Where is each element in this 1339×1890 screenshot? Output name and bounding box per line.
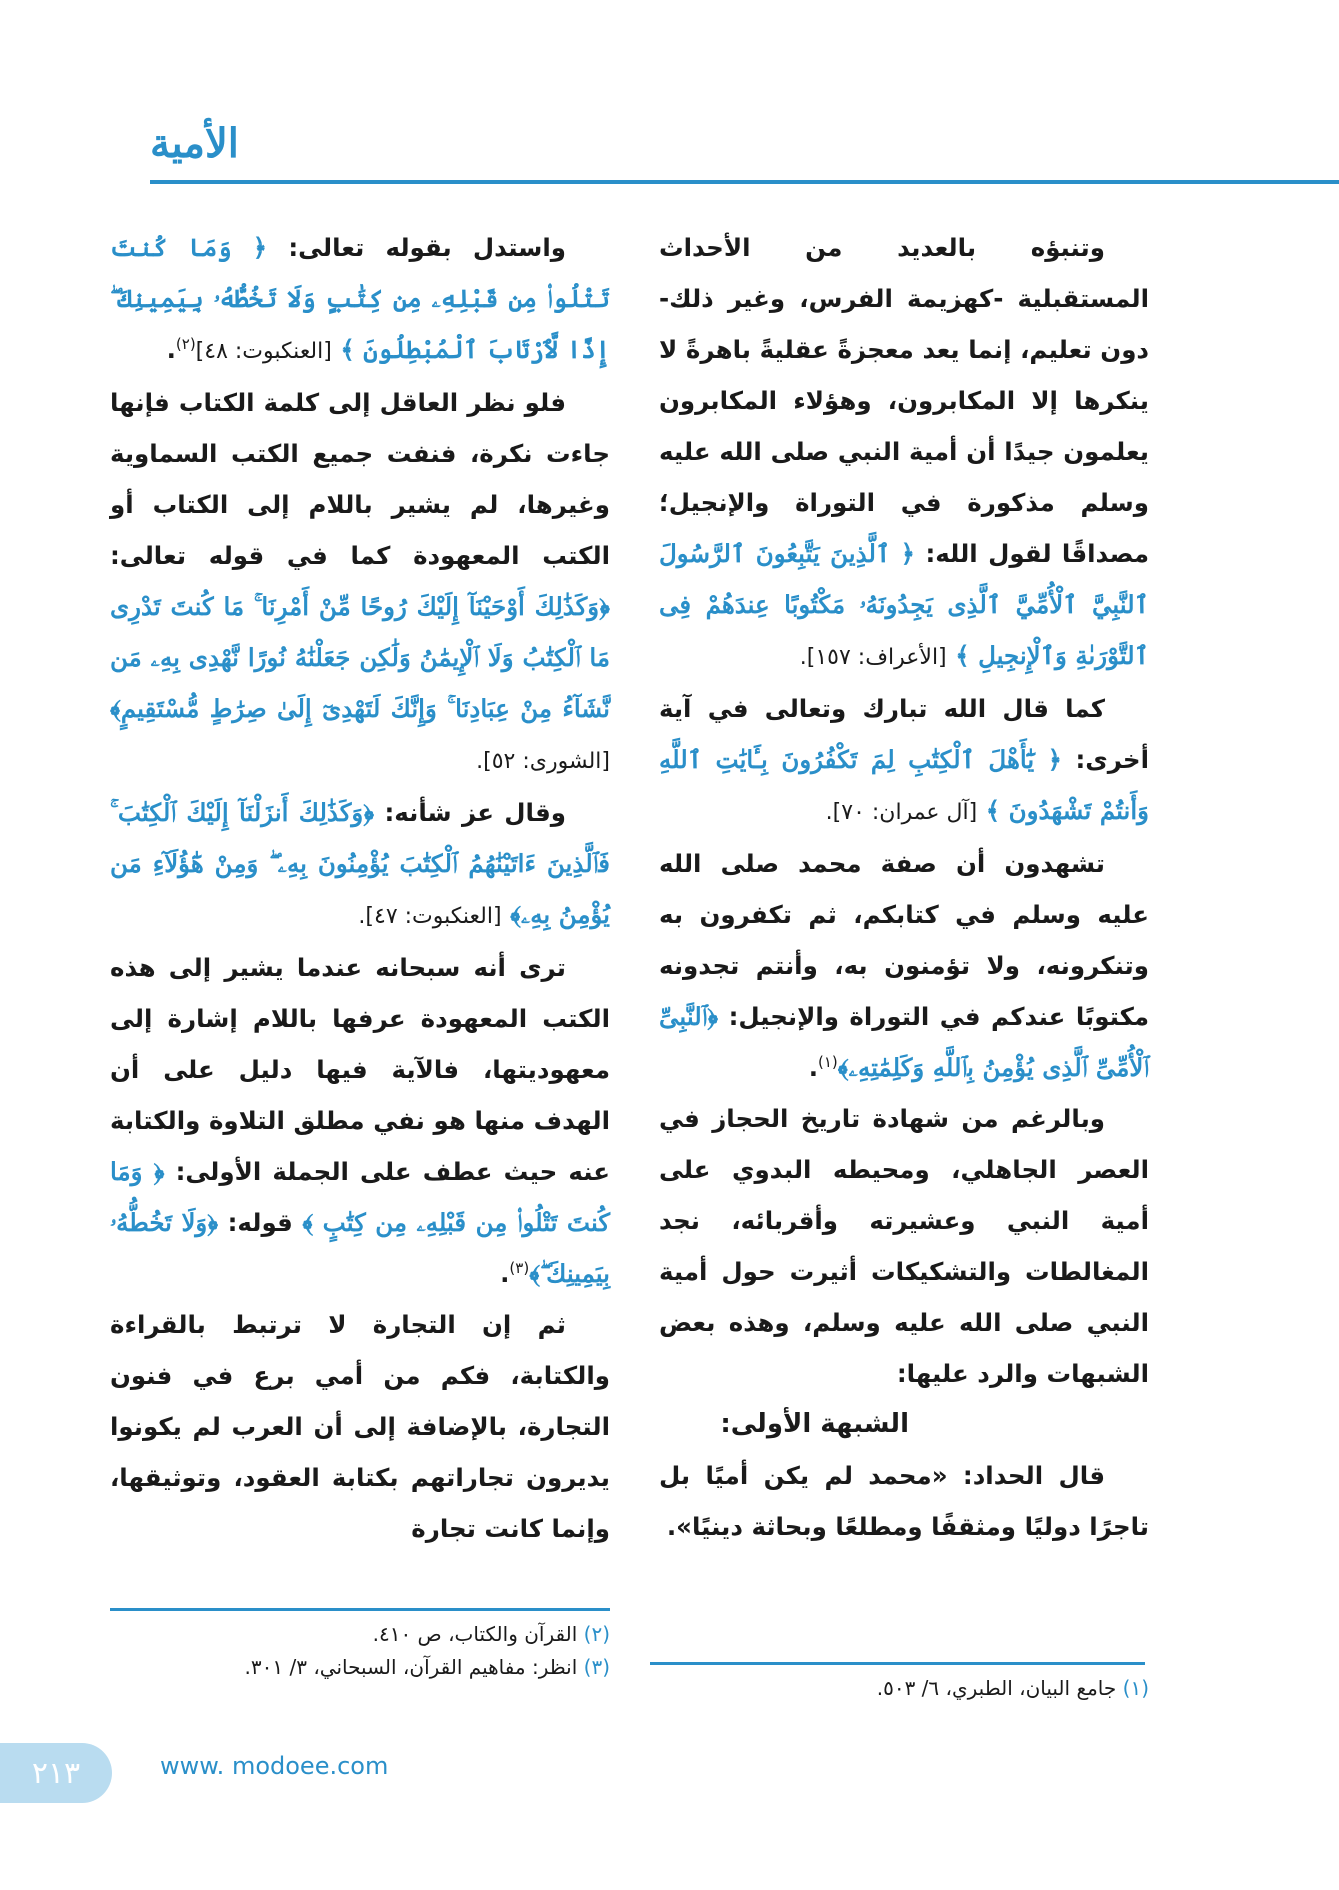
footnote-number: (٣) [583, 1655, 610, 1679]
footnote-item [110, 1618, 610, 1651]
footnote-text: جامع البيان، الطبري، ٦/ ٥٠٣. [876, 1676, 1117, 1700]
body-text: فلو نظر العاقل إلى كلمة الكتاب فإنها جاءت نكرة، فنفت جميع الكتب السماوية وغيرها، لم يشير باللام إلى الكتاب أو الكتب المعهودة كما في قوله تعالى: [110, 388, 610, 570]
body-text: تشهدون أن صفة محمد صلى الله عليه وسلم في كتابكم، ثم تكفرون به وتنكرونه، ولا تؤمنون به، وأنتم تجدونه مكتوبًا عندكم في التوراة والإنجيل: [659, 849, 1149, 1031]
quran-verse: ﴿ٱلنَّبِىِّ ٱلْأُمِّىِّ ٱلَّذِى يُؤْمِنُ بِٱللَّهِ وَكَلِمَٰتِهِۦ﴾ [659, 1002, 1149, 1082]
page-number: ٢١٣ [31, 1755, 81, 1791]
verse-reference: [العنكبوت: ٤٨] [195, 339, 332, 364]
quran-verse: ﴿ يَٰٓأَهْلَ ٱلْكِتَٰبِ لِمَ تَكْفُرُونَ بِـَٔايَٰتِ ٱللَّهِ وَأَنتُمْ تَشْهَدُونَ ﴾ [659, 745, 1149, 825]
paragraph [659, 222, 1149, 683]
body-text: واستدل بقوله تعالى: [288, 233, 567, 262]
footnotes-right [659, 1672, 1149, 1705]
paragraph: ترى أنه سبحانه عندما يشير إلى هذه الكتب المعهودة عرفها باللام إشارة إلى معهوديتها، فالآية فيها دليل على أن الهدف منها هو نفي مطلق التلاوة والكتابة عنه حيث عطف على الجملة الأولى: ﴿ وَمَا كُنتَ تَتْلُوا۟ مِن قَبْلِهِۦ مِن كِتَٰبٍ ﴾ قوله: ﴿وَلَا تَخُطُّهُۥ بِيَمِينِكَ ۖ﴾$^{(٣)}$. [110, 953, 610, 1288]
paragraph [110, 1299, 610, 1554]
section-heading: الشبهة الأولى: [720, 1409, 909, 1439]
footnote-marker: (٣) [509, 1258, 530, 1277]
body-text: وتنبؤه بالعديد من الأحداث المستقبلية -كهزيمة الفرس، وغير ذلك- دون تعليم، إنما يعد معجزةً عقليةً باهرةً لا ينكرها إلا المكابرون، وهؤلاء المكابرون يعلمون جيدًا أن أمية النبي صلى الله عليه وسلم مذكورة في التوراة والإنجيل؛ مصداقًا لقول الله: [659, 233, 1150, 568]
footnote-text: انظر: مفاهيم القرآن، السبحاني، ٣/ ٣٠١. [244, 1655, 578, 1679]
quran-verse: ﴿ ٱلَّذِينَ يَتَّبِعُونَ ٱلرَّسُولَ ٱلنَّبِيَّ ٱلْأُمِّيَّ ٱلَّذِى يَجِدُونَهُۥ مَكْتُوبًا عِندَهُمْ فِى ٱلتَّوْرَىٰةِ وَٱلْإِنجِيلِ ﴾ [659, 539, 1149, 670]
paragraph [659, 683, 1149, 838]
footnote-item [110, 1651, 610, 1684]
body-text: قوله: [227, 1208, 293, 1237]
header-divider [150, 180, 1339, 184]
page-number-badge [0, 1743, 112, 1803]
body-text: ثم إن التجارة لا ترتبط بالقراءة والكتابة، فكم من أمي برع في فنون التجارة، بالإضافة إلى أن العرب لم يكونوا يديرون تجاراتهم بكتابة العقود، وتوثيقها، وإنما كانت تجارة [110, 1310, 610, 1543]
verse-reference: [العنكبوت: ٤٧]. [358, 904, 502, 929]
left-column [110, 222, 610, 1554]
verse-reference: [آل عمران: ٧٠]. [825, 800, 978, 825]
website-url[interactable]: www. modoee.com [160, 1752, 389, 1780]
footnote-item [659, 1672, 1149, 1705]
running-header-title: الأمية [150, 120, 239, 167]
paragraph [110, 377, 610, 787]
quran-verse: ﴿وَلَا تَخُطُّهُۥ بِيَمِينِكَ ۖ﴾ [110, 1208, 610, 1288]
footnote-number: (٢) [583, 1622, 610, 1646]
verse-reference: [الأعراف: ١٥٧]. [799, 645, 947, 670]
quran-verse: ﴿وَكَذَٰلِكَ أَنزَلْنَآ إِلَيْكَ ٱلْكِتَٰبَ ۚ فَٱلَّذِينَ ءَاتَيْنَٰهُمُ ٱلْكِتَٰبَ يُؤْمِنُونَ بِهِۦ ۖ وَمِنْ هَٰٓؤُلَآءِ مَن يُؤْمِنُ بِهِۦ﴾ [110, 798, 610, 929]
right-column [659, 222, 1149, 1552]
body-text: ترى أنه سبحانه عندما يشير إلى هذه الكتب المعهودة عرفها باللام إشارة إلى معهوديتها، فالآية فيها دليل على أن الهدف منها هو نفي مطلق التلاوة والكتابة عنه حيث عطف على الجملة الأولى: [110, 953, 610, 1186]
paragraph [659, 1093, 1149, 1399]
footnote-marker: (١) [818, 1052, 838, 1071]
body-text: وقال عز شأنه: [384, 798, 567, 827]
quran-verse: ﴿وَكَذَٰلِكَ أَوْحَيْنَآ إِلَيْكَ رُوحًا مِّنْ أَمْرِنَا ۚ مَا كُنتَ تَدْرِى مَا ٱلْكِتَٰبُ وَلَا ٱلْإِيمَٰنُ وَلَٰكِن جَعَلْنَٰهُ نُورًا نَّهْدِى بِهِۦ مَن نَّشَآءُ مِنْ عِبَادِنَا ۚ وَإِنَّكَ لَتَهْدِىٓ إِلَىٰ صِرَٰطٍ مُّسْتَقِيمٍ﴾ [110, 592, 610, 723]
body-text: كما قال الله تبارك وتعالى في آية أخرى: [659, 694, 1149, 774]
footnote-number: (١) [1122, 1676, 1149, 1700]
quran-verse: ﴿ وَمَا كُنتَ تَتْلُوا۟ مِن قَبْلِهِۦ مِن كِتَٰبٍ وَلَا تَخُطُّهُۥ بِيَمِينِكَ ۖ إِذًا لَّٱرْتَابَ ٱلْمُبْطِلُونَ ﴾ [110, 233, 610, 364]
paragraph [110, 787, 610, 942]
body-text: قال الحداد: «محمد لم يكن أميًا بل تاجرًا دوليًا ومثقفًا ومطلعًا وبحاثة دينيًا». [659, 1461, 1149, 1541]
footnote-divider [110, 1608, 610, 1611]
paragraph: تشهدون أن صفة محمد صلى الله عليه وسلم في كتابكم، ثم تكفرون به وتنكرونه، ولا تؤمنون به، وأنتم تجدونه مكتوبًا عندكم في التوراة والإنجيل: ﴿ٱلنَّبِىِّ ٱلْأُمِّىِّ ٱلَّذِى يُؤْمِنُ بِٱللَّهِ وَكَلِمَٰتِهِۦ﴾$^{(١)}$. [659, 849, 1149, 1082]
footnotes-left [110, 1618, 610, 1684]
paragraph [659, 1450, 1149, 1552]
quran-verse: ﴿ وَمَا كُنتَ تَتْلُوا۟ مِن قَبْلِهِۦ مِن كِتَٰبٍ ﴾ [110, 1157, 610, 1237]
footnote-divider [650, 1662, 1145, 1665]
body-text: وبالرغم من شهادة تاريخ الحجاز في العصر الجاهلي، ومحيطه البدوي على أمية النبي وعشيرته وأقربائه، نجد المغالطات والتشكيكات أثيرت حول أمية النبي صلى الله عليه وسلم، وهذه بعض الشبهات والرد عليها: [659, 1104, 1149, 1388]
paragraph: واستدل بقوله تعالى: ﴿ وَمَا كُنتَ تَتْلُوا۟ مِن قَبْلِهِۦ مِن كِتَٰبٍ وَلَا تَخُطُّهُۥ بِيَمِينِكَ ۖ إِذًا لَّٱرْتَابَ ٱلْمُبْطِلُونَ ﴾ [العنكبوت: ٤٨]$^{(٢)}$. [110, 233, 610, 364]
footnote-marker: (٢) [175, 334, 196, 353]
verse-reference: [الشورى: ٥٢]. [476, 749, 610, 774]
footnote-text: القرآن والكتاب، ص ٤١٠. [372, 1622, 578, 1646]
